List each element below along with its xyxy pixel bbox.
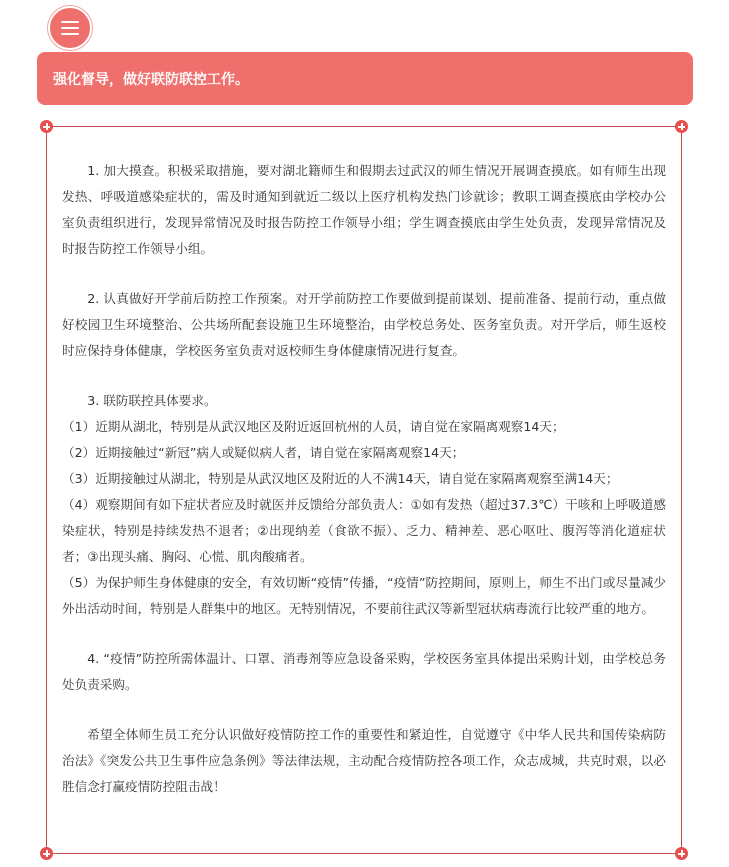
paragraph-requirements-heading: 3. 联防联控具体要求。 — [87, 393, 217, 408]
section-header — [37, 52, 693, 105]
corner-plus-icon — [40, 120, 53, 133]
list-item: （1）近期从湖北，特别是从武汉地区及附近返回杭州的人员，请自觉在家隔离观察14天； — [62, 419, 565, 434]
section-title: 强化督导，做好联防联控工作。 — [53, 71, 249, 88]
paragraph-plan: 2. 认真做好开学前后防控工作预案。对开学前防控工作要做到提前谋划、提前准备、提前行动，重点做好校园卫生环境整治、公共场所配套设施卫生环境整治，由学校总务处、医务室负责。对开学后，师生返校时应保持身体健康，学校医务室负责对返校师生身体健康情况进行复查。 — [62, 291, 666, 358]
paragraph-investigation: 1. 加大摸查。积极采取措施，要对湖北籍师生和假期去过武汉的师生情况开展调查摸底。如有师生出现发热、呼吸道感染症状的，需及时通知到就近二级以上医疗机构发热门诊就诊；教职工调查摸底由学校办公室负责组织进行，发现异常情况及时报告防控工作领导小组；学生调查摸底由学生处负责，发现异常情况及时报告防控工作领导小组。 — [62, 163, 666, 256]
list-item: （2）近期接触过“新冠”病人或疑似病人者，请自觉在家隔离观察14天； — [62, 445, 465, 460]
list-item: （4）观察期间有如下症状者应及时就医并反馈给分部负责人：①如有发热（超过37.3℃）干咳和上呼吸道感染症状，特别是持续发热不退者；②出现纳差（食欲不振）、乏力、精神差、恶心呕吐、腹泻等消化道症状者；③出现头痛、胸闷、心慌、肌肉酸痛者。 — [62, 497, 666, 564]
paragraph-closing: 希望全体师生员工充分认识做好疫情防控工作的重要性和紧迫性，自觉遵守《中华人民共和国传染病防治法》《突发公共卫生事件应急条例》等法律法规，主动配合疫情防控各项工作，众志成城，共克时艰，以必胜信念打赢疫情防控阻击战！ — [62, 727, 666, 794]
corner-plus-icon — [675, 847, 688, 860]
corner-plus-icon — [675, 120, 688, 133]
paragraph-procurement: 4. “疫情”防控所需体温计、口罩、消毒剂等应急设备采购，学校医务室具体提出采购计划，由学校总务处负责采购。 — [62, 651, 666, 692]
menu-icon — [48, 6, 92, 50]
article-body — [62, 158, 666, 800]
corner-plus-icon — [40, 847, 53, 860]
list-item: （3）近期接触过从湖北，特别是从武汉地区及附近的人不满14天，请自觉在家隔离观察至满14天； — [62, 471, 619, 486]
list-item: （5）为保护师生身体健康的安全，有效切断“疫情”传播，“疫情”防控期间，原则上，师生不出门或尽量减少外出活动时间，特别是人群集中的地区。无特别情况，不要前往武汉等新型冠状病毒流行比较严重的地方。 — [62, 575, 666, 616]
